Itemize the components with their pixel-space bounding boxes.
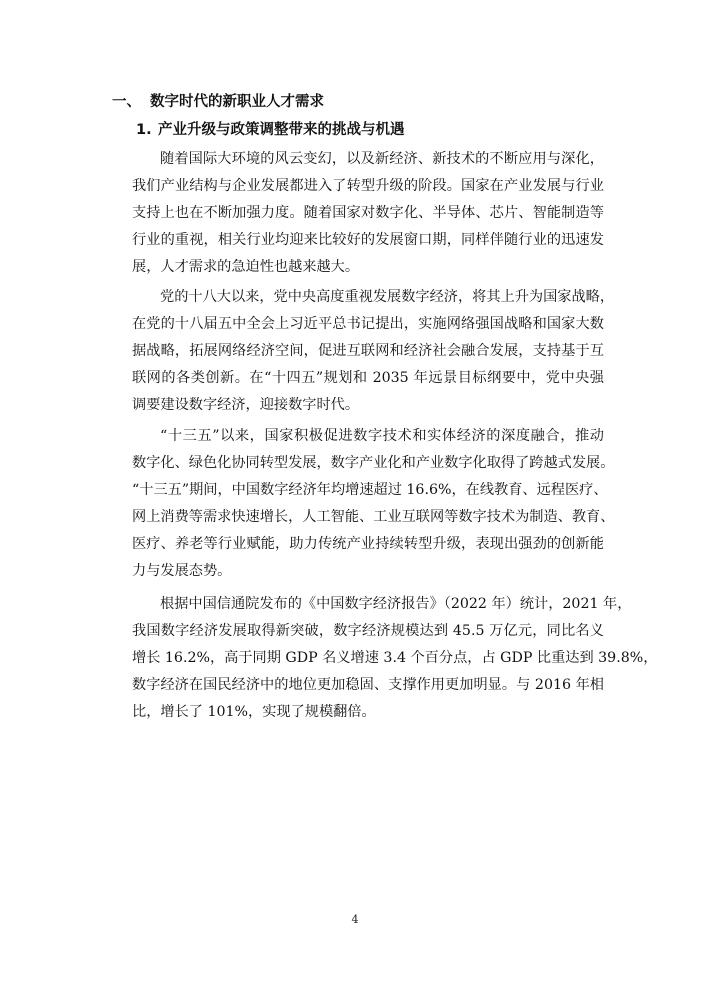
paragraph-line: 展，人才需求的急迫性也越来越大。 <box>132 259 360 275</box>
paragraph-line: 根据中国信通院发布的《中国数字经济报告》（2022 年）统计，2021 年， <box>160 596 632 612</box>
paragraph-line: “十三五”期间，中国数字经济年均增速超过 16.6%，在线教育、远程医疗、 <box>132 482 608 498</box>
subsection-heading <box>136 120 405 140</box>
section-title: 数字时代的新职业人才需求 <box>150 94 324 110</box>
paragraph-line: 我国数字经济发展取得新突破，数字经济规模达到 45.5 万亿元，同比名义 <box>132 623 604 639</box>
subsection-title: 产业升级与政策调整带来的挑战与机遇 <box>158 122 405 138</box>
paragraph-line: 增长 16.2%，高于同期 GDP 名义增速 3.4 个百分点，占 GDP 比重达到 39.8%， <box>132 650 658 666</box>
paragraph-line: 力与发展态势。 <box>132 563 232 579</box>
paragraph-line: “十三五”以来，国家积极促进数字技术和实体经济的深度融合，推动 <box>160 428 604 444</box>
paragraph-line: 数字经济在国民经济中的地位更加稳固、支撑作用更加明显。与 2016 年相 <box>132 677 604 693</box>
section-number: 一、 <box>112 94 141 110</box>
paragraph-line: 医疗、养老等行业赋能，助力传统产业持续转型升级，表现出强劲的创新能 <box>132 536 604 552</box>
paragraph-2 <box>132 284 615 419</box>
paragraph-4 <box>132 591 658 726</box>
paragraph-line: 行业的重视，相关行业均迎来比较好的发展窗口期，同样伴随行业的迅速发 <box>132 232 604 248</box>
paragraph-line: 随着国际大环境的风云变幻，以及新经济、新技术的不断应用与深化， <box>160 151 604 167</box>
paragraph-line: 数字化、绿色化协同转型发展，数字产业化和产业数字化取得了跨越式发展。 <box>132 455 615 471</box>
paragraph-line: 调要建设数字经济，迎接数字时代。 <box>132 397 360 413</box>
page-number: 4 <box>351 913 359 926</box>
paragraph-line: 党的十八大以来，党中央高度重视发展数字经济，将其上升为国家战略， <box>160 289 615 305</box>
paragraph-line: 据战略，拓展网络经济空间，促进互联网和经济社会融合发展，支持基于互 <box>132 343 604 359</box>
paragraph-line: 网上消费等需求快速增长，人工智能、工业互联网等数字技术为制造、教育、 <box>132 509 615 525</box>
section-heading <box>112 92 324 112</box>
paragraph-line: 我们产业结构与企业发展都进入了转型升级的阶段。国家在产业发展与行业 <box>132 178 604 194</box>
paragraph-1 <box>132 146 604 281</box>
subsection-number: 1. <box>136 122 152 138</box>
paragraph-line: 联网的各类创新。在“十四五”规划和 2035 年远景目标纲要中，党中央强 <box>132 370 604 386</box>
paragraph-line: 在党的十八届五中全会上习近平总书记提出，实施网络强国战略和国家大数 <box>132 316 604 332</box>
paragraph-line: 支持上也在不断加强力度。随着国家对数字化、半导体、芯片、智能制造等 <box>132 205 604 221</box>
paragraph-line: 比，增长了 101%，实现了规模翻倍。 <box>132 704 376 720</box>
paragraph-3 <box>132 423 615 585</box>
